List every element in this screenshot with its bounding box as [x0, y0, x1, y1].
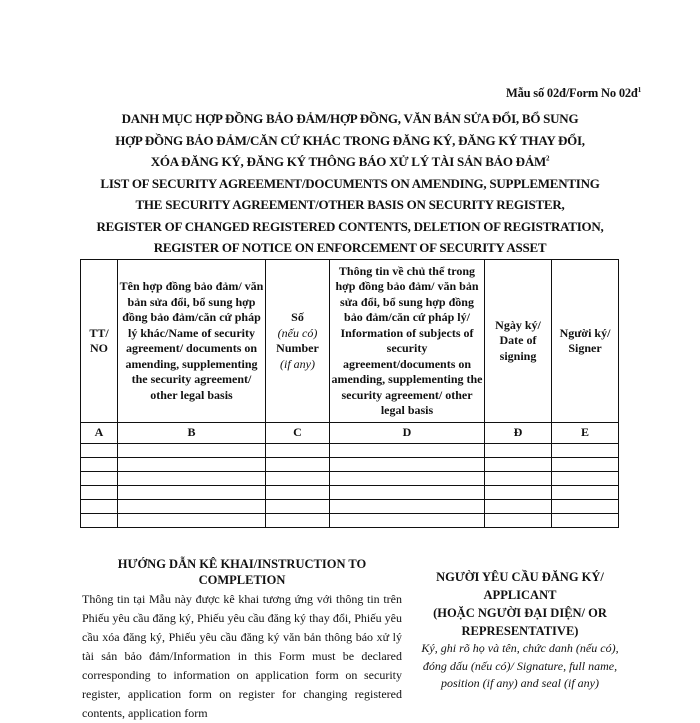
document-title: [60, 108, 640, 259]
header-number: [266, 260, 330, 423]
table-cell: [552, 472, 619, 486]
security-agreement-list-table: [80, 259, 619, 528]
column-letter: C: [266, 423, 330, 444]
table-cell: [485, 458, 552, 472]
table-cell: [330, 486, 485, 500]
table-cell: [266, 458, 330, 472]
form-number-footnote: 1: [637, 85, 641, 94]
form-number-text: Mẫu số 02đ/Form No 02đ: [505, 86, 638, 100]
table-cell: [118, 486, 266, 500]
table-cell: [81, 514, 118, 528]
table-cell: [266, 486, 330, 500]
title-en-line-3: REGISTER OF CHANGED REGISTERED CONTENTS, DELETION OF REGISTRATION,: [96, 218, 604, 234]
column-letter: B: [118, 423, 266, 444]
header-signer: Người ký/ Signer: [552, 260, 619, 423]
table-cell: [266, 514, 330, 528]
table-cell: [552, 458, 619, 472]
table-cell: [552, 444, 619, 458]
table-cell: [118, 472, 266, 486]
table-cell: [552, 514, 619, 528]
title-vn-line-3-text: XÓA ĐĂNG KÝ, ĐĂNG KÝ THÔNG BÁO XỬ LÝ TÀI SẢN BẢO ĐẢM: [150, 154, 546, 169]
header-number-note-en: (if any): [280, 356, 315, 371]
title-vn-line-2: HỢP ĐỒNG BẢO ĐẢM/CĂN CỨ KHÁC TRONG ĐĂNG KÝ, ĐĂNG KÝ THAY ĐỔI,: [115, 132, 585, 148]
table-cell: [266, 472, 330, 486]
header-number-en: Number: [276, 341, 319, 355]
table-header-row: [81, 260, 619, 423]
table-cell: [485, 486, 552, 500]
column-letter: D: [330, 423, 485, 444]
table-row: [81, 486, 619, 500]
table-cell: [552, 486, 619, 500]
header-number-note-vn: (nếu có): [277, 325, 318, 340]
table-cell: [81, 486, 118, 500]
instruction-heading: HƯỚNG DẪN KÊ KHAI/INSTRUCTION TO COMPLETION: [117, 557, 367, 587]
table-row: [81, 458, 619, 472]
table-cell: [118, 458, 266, 472]
column-letter: E: [552, 423, 619, 444]
table-cell: [330, 472, 485, 486]
table-cell: [330, 444, 485, 458]
table-cell: [118, 514, 266, 528]
applicant-subtitle: (HOẶC NGƯỜI ĐẠI DIỆN/ OR REPRESENTATIVE): [433, 606, 607, 638]
title-en-line-2: THE SECURITY AGREEMENT/OTHER BASIS ON SECURITY REGISTER,: [135, 197, 565, 212]
table-cell: [330, 458, 485, 472]
table-cell: [485, 500, 552, 514]
table-cell: [118, 444, 266, 458]
title-footnote: 2: [545, 154, 550, 163]
table-row: [81, 444, 619, 458]
table-cell: [81, 500, 118, 514]
header-number-main: Số: [291, 310, 304, 324]
table-cell: [81, 472, 118, 486]
table-row: [81, 472, 619, 486]
applicant-title: NGƯỜI YÊU CẦU ĐĂNG KÝ/ APPLICANT: [436, 570, 604, 602]
header-document-name: Tên hợp đồng bảo đảm/ văn bản sửa đổi, bổ sung hợp đồng bảo đảm/căn cứ pháp lý khác/Name of security agreement/ documents on amending, supplementing the security agreement/ other legal basis: [118, 260, 266, 423]
applicant-signature-block: [420, 568, 620, 693]
table-cell: [330, 500, 485, 514]
header-subject-info: Thông tin về chủ thể trong hợp đồng bảo đảm/ văn bản sửa đổi, bổ sung hợp đồng bảo đảm/căn cứ pháp lý/ Information of subjects of security agreement/documents on amending, supplementing the security agreement/ other legal basis: [330, 260, 485, 423]
title-vn-line-1: DANH MỤC HỢP ĐỒNG BẢO ĐẢM/HỢP ĐỒNG, VĂN BẢN SỬA ĐỔI, BỔ SUNG: [121, 111, 579, 126]
header-signing-date: Ngày ký/ Date of signing: [485, 260, 552, 423]
column-letter-row: [81, 423, 619, 444]
table-row: [81, 500, 619, 514]
table-cell: [118, 500, 266, 514]
table-cell: [81, 444, 118, 458]
table-cell: [485, 472, 552, 486]
table-cell: [81, 458, 118, 472]
column-letter: Đ: [485, 423, 552, 444]
form-number: [506, 86, 641, 101]
instruction-body: Thông tin tại Mẫu này được kê khai tương ứng với thông tin trên Phiếu yêu cầu đăng ký, Phiếu yêu cầu đăng ký thay đổi, Phiếu yêu cầu xóa đăng ký, Phiếu yêu cầu đăng ký văn bản thông báo xử lý tài sản bảo đảm/Information in this Form must be declared corresponding to information on application form on security register, application form on register for changing registered contents, application form: [82, 592, 402, 720]
table-cell: [485, 514, 552, 528]
table-cell: [330, 514, 485, 528]
title-en-line-1: LIST OF SECURITY AGREEMENT/DOCUMENTS ON AMENDING, SUPPLEMENTING: [100, 175, 600, 191]
table-cell: [266, 500, 330, 514]
title-en-line-4: REGISTER OF NOTICE ON ENFORCEMENT OF SECURITY ASSET: [153, 240, 547, 255]
table-cell: [485, 444, 552, 458]
title-vn-line-3: [60, 151, 640, 173]
applicant-signature-note: Ký, ghi rõ họ và tên, chức danh (nếu có), đóng dấu (nếu có)/ Signature, full name, position (if any) and seal (if any): [421, 641, 619, 690]
header-no: TT/ NO: [81, 260, 118, 423]
column-letter: A: [81, 423, 118, 444]
table-cell: [552, 500, 619, 514]
table-cell: [266, 444, 330, 458]
table-row: [81, 514, 619, 528]
